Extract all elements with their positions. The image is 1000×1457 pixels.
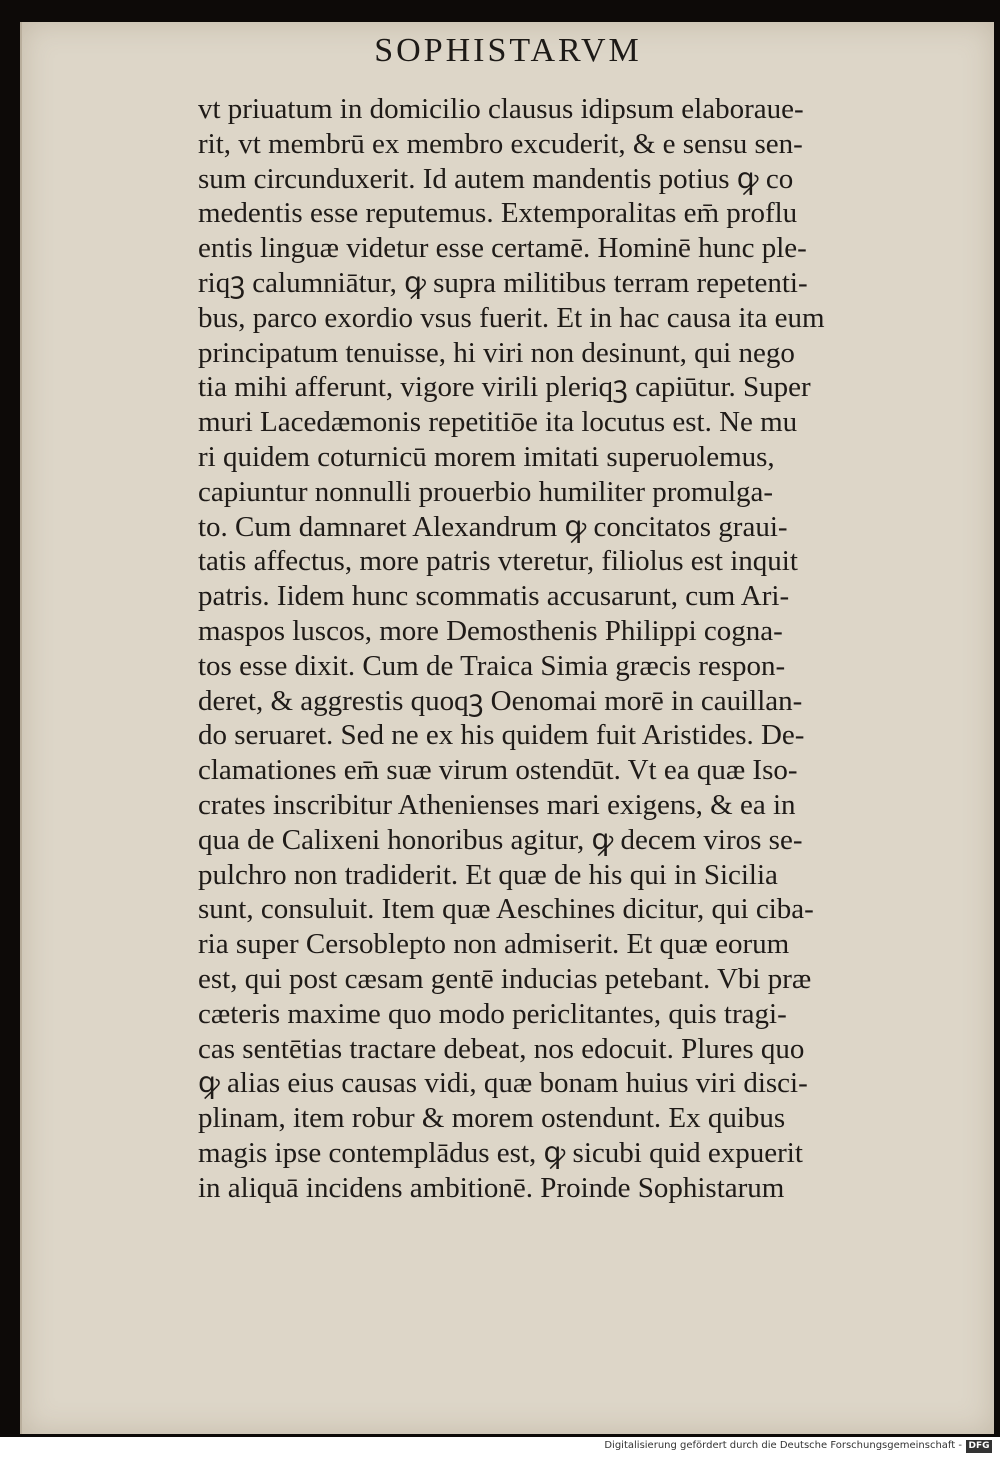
- text-line: ꝙ alias eius causas vidi, quæ bonam huius viri disci-: [198, 1067, 808, 1100]
- book-page: [20, 22, 994, 1434]
- text-line: sum circunduxerit. Id autem mandentis potius ꝙ co: [198, 162, 794, 195]
- running-head: SOPHISTARVM: [374, 32, 642, 69]
- text-line: maspos luscos, more Demosthenis Philippi cogna-: [198, 614, 783, 647]
- text-line: in aliquā incidens ambitionē. Proinde Sophistarum: [198, 1171, 785, 1204]
- text-line: crates inscribitur Athenienses mari exigens, & ea in: [198, 788, 796, 821]
- text-line: medentis esse reputemus. Extemporalitas em̄ proflu: [198, 197, 798, 230]
- text-line: entis linguæ videtur esse certamē. Hominē hunc ple-: [198, 232, 807, 265]
- text-line: tatis affectus, more patris vteretur, filiolus est inquit: [198, 545, 798, 578]
- text-line: est, qui post cæsam gentē inducias petebant. Vbi præ: [198, 962, 812, 995]
- text-line: principatum tenuisse, hi viri non desinunt, qui nego: [198, 336, 795, 369]
- text-line: cas sentētias tractare debeat, nos edocuit. Plures quo: [198, 1032, 805, 1065]
- text-line: qua de Calixeni honoribus agitur, ꝙ decem viros se-: [198, 823, 803, 856]
- text-line: clamationes em̄ suæ virum ostendūt. Vt ea quæ Iso-: [198, 754, 798, 787]
- text-line: cæteris maxime quo modo periclitantes, quis tragi-: [198, 997, 787, 1030]
- digitization-credit: Digitalisierung gefördert durch die Deutsche Forschungsgemeinschaft -: [604, 1440, 962, 1451]
- text-line: vt priuatum in domicilio clausus idipsum elaboraue-: [198, 93, 804, 125]
- text-line: do seruaret. Sed ne ex his quidem fuit Aristides. De-: [198, 719, 805, 752]
- text-line: plinam, item robur & morem ostendunt. Ex quibus: [198, 1102, 786, 1135]
- footer-bar: [0, 1437, 1000, 1457]
- text-line: to. Cum damnaret Alexandrum ꝙ concitatos graui-: [198, 510, 788, 543]
- text-line: deret, & aggrestis quoqꝫ Oenomai morē in cauillan-: [198, 684, 803, 717]
- text-line: ria super Cersoblepto non admiserit. Et quæ eorum: [198, 928, 790, 961]
- text-line: rit, vt membrū ex membro excuderit, & e sensu sen-: [198, 127, 803, 160]
- text-block: [198, 92, 928, 1206]
- text-line: bus, parco exordio vsus fuerit. Et in hac causa ita eum: [198, 301, 825, 334]
- text-line: tia mihi afferunt, vigore virili pleriqꝫ capiūtur. Super: [198, 371, 811, 404]
- dfg-logo: DFG: [966, 1440, 992, 1453]
- text-line: magis ipse contemplādus est, ꝙ sicubi quid expuerit: [198, 1136, 803, 1169]
- text-line: tos esse dixit. Cum de Traica Simia græcis respon-: [198, 649, 786, 682]
- text-line: pulchro non tradiderit. Et quæ de his qui in Sicilia: [198, 858, 778, 891]
- text-line: patris. Iidem hunc scommatis accusarunt, cum Ari-: [198, 580, 790, 613]
- text-line: capiuntur nonnulli prouerbio humiliter promulga-: [198, 475, 774, 508]
- text-line: muri Lacedæmonis repetitiōe ita locutus est. Ne mu: [198, 406, 798, 439]
- text-line: ri quidem coturnicū morem imitati superuolemus,: [198, 440, 775, 473]
- text-line: sunt, consuluit. Item quæ Aeschines dicitur, qui ciba-: [198, 893, 814, 926]
- text-line: riqꝫ calumniātur, ꝙ supra militibus terram repetenti-: [198, 266, 808, 299]
